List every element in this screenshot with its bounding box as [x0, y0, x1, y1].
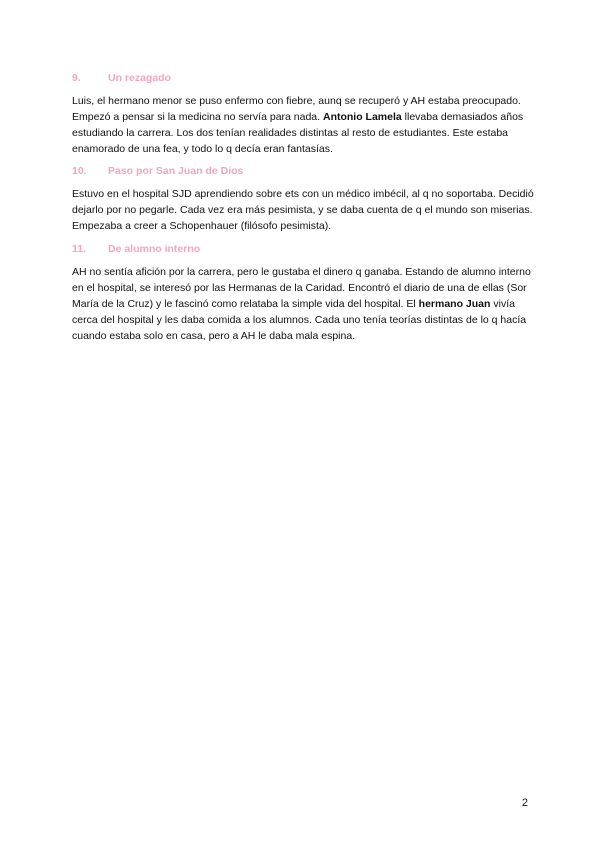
- section-9: [72, 72, 534, 157]
- paragraph-bold-name: Antonio Lamela: [322, 111, 402, 123]
- section-number: 11.: [72, 243, 87, 255]
- section-heading: [72, 243, 534, 256]
- paragraph-text: Luis, el hermano menor se puso enfermo con fiebre, aunq se recuperó y AH estaba preocupado. Empezó a pensar si la medicina no servía para nada.: [72, 95, 521, 123]
- paragraph-text: llevaba demasiados años estudiando la carrera. Los dos tenían realidades distintas al resto de estudiantes. Este estaba enamorado de una fea, y todo lo q decía eran fantasías.: [72, 111, 524, 155]
- section-number: 10.: [72, 165, 87, 177]
- section-10: [72, 165, 534, 234]
- section-heading: [72, 72, 534, 85]
- page-number: 2: [521, 797, 528, 809]
- section-paragraph: [72, 93, 534, 157]
- paragraph-text: vivía cerca del hospital y les daba comida a los alumnos. Cada uno tenía teorías distintas de lo q hacía cuando estaba solo en casa, pero a AH le daba mala espina.: [72, 298, 527, 342]
- section-number: 9.: [72, 72, 81, 84]
- section-paragraph: [72, 264, 534, 344]
- paragraph-text: Estuvo en el hospital SJD aprendiendo sobre ets con un médico imbécil, al q no soportaba. Decidió dejarlo por no pegarle. Cada vez era más pesimista, y se daba cuenta de q el mundo son miserias. Empezaba a creer a Schopenhauer (filósofo pesimista).: [72, 188, 534, 232]
- section-title: Un rezagado: [108, 72, 172, 84]
- section-paragraph: [72, 186, 534, 234]
- section-11: [72, 243, 534, 344]
- section-title: Paso por San Juan de Dios: [108, 165, 244, 177]
- section-heading: [72, 165, 534, 178]
- paragraph-bold-name: hermano Juan: [418, 298, 491, 310]
- section-title: De alumno interno: [108, 243, 201, 255]
- paragraph-text: AH no sentía afición por la carrera, pero le gustaba el dinero q ganaba. Estando de alumno interno en el hospital, se interesó por las Hermanas de la Caridad. Encontró el diario de una de ellas (Sor María de la Cruz) y le fascinó como relataba la simple vida del hospital. El: [72, 266, 531, 310]
